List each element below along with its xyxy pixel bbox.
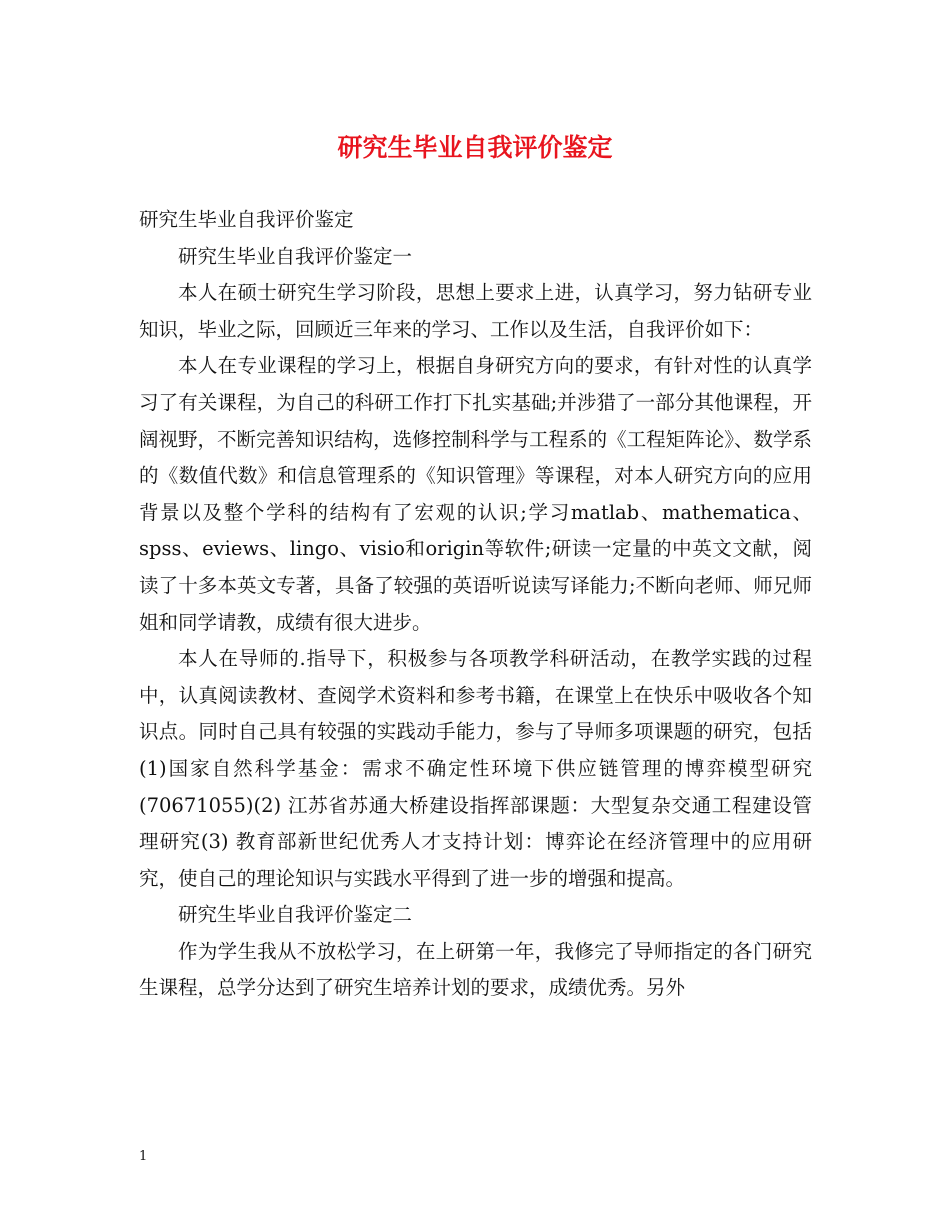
page-number: 1 — [139, 1149, 148, 1164]
subtitle-paragraph: 研究生毕业自我评价鉴定 — [139, 208, 354, 231]
document-title: 研究生毕业自我评价鉴定 — [337, 133, 613, 162]
document-body — [139, 202, 812, 1007]
section-heading-one: 研究生毕业自我评价鉴定一 — [178, 244, 413, 268]
body-paragraph: 作为学生我从不放松学习，在上研第一年，我修完了导师指定的各门研究生课程，总学分达到了研究生培养计划的要求，成绩优秀。另外 — [139, 939, 812, 1000]
body-paragraph: 本人在专业课程的学习上，根据自身研究方向的要求，有针对性的认真学习了有关课程，为自己的科研工作打下扎实基础;并涉猎了一部分其他课程，开阔视野，不断完善知识结构，选修控制科学与工程系的《工程矩阵论》、数学系的《数值代数》和信息管理系的《知识管理》等课程，对本人研究方向的应用背景以及整个学科的结构有了宏观的认识;学习matlab、mathematica、spss、eviews、lingo、visio和origin等软件;研读一定量的中英文文献，阅读了十多本英文专著，具备了较强的英语听说读写译能力;不断向老师、师兄师姐和同学请教，成绩有很大进步。 — [139, 354, 812, 634]
section-heading-two: 研究生毕业自我评价鉴定二 — [178, 903, 413, 927]
body-paragraph: 本人在导师的.指导下，积极参与各项教学科研活动，在教学实践的过程中，认真阅读教材、查阅学术资料和参考书籍，在课堂上在快乐中吸收各个知识点。同时自己具有较强的实践动手能力，参与了导师多项课题的研究，包括(1)国家自然科学基金：需求不确定性环境下供应链管理的博弈模型研究 (70671055)(2) 江苏省苏通大桥建设指挥部课题：大型复杂交通工程建设管理研究(3) 教育部新世纪优秀人才支持计划：博弈论在经济管理中的应用研究，使自己的理论知识与实践水平得到了进一步的增强和提高。 — [139, 647, 812, 890]
body-paragraph: 本人在硕士研究生学习阶段，思想上要求上进，认真学习，努力钻研专业知识，毕业之际，回顾近三年来的学习、工作以及生活，自我评价如下： — [139, 281, 812, 341]
